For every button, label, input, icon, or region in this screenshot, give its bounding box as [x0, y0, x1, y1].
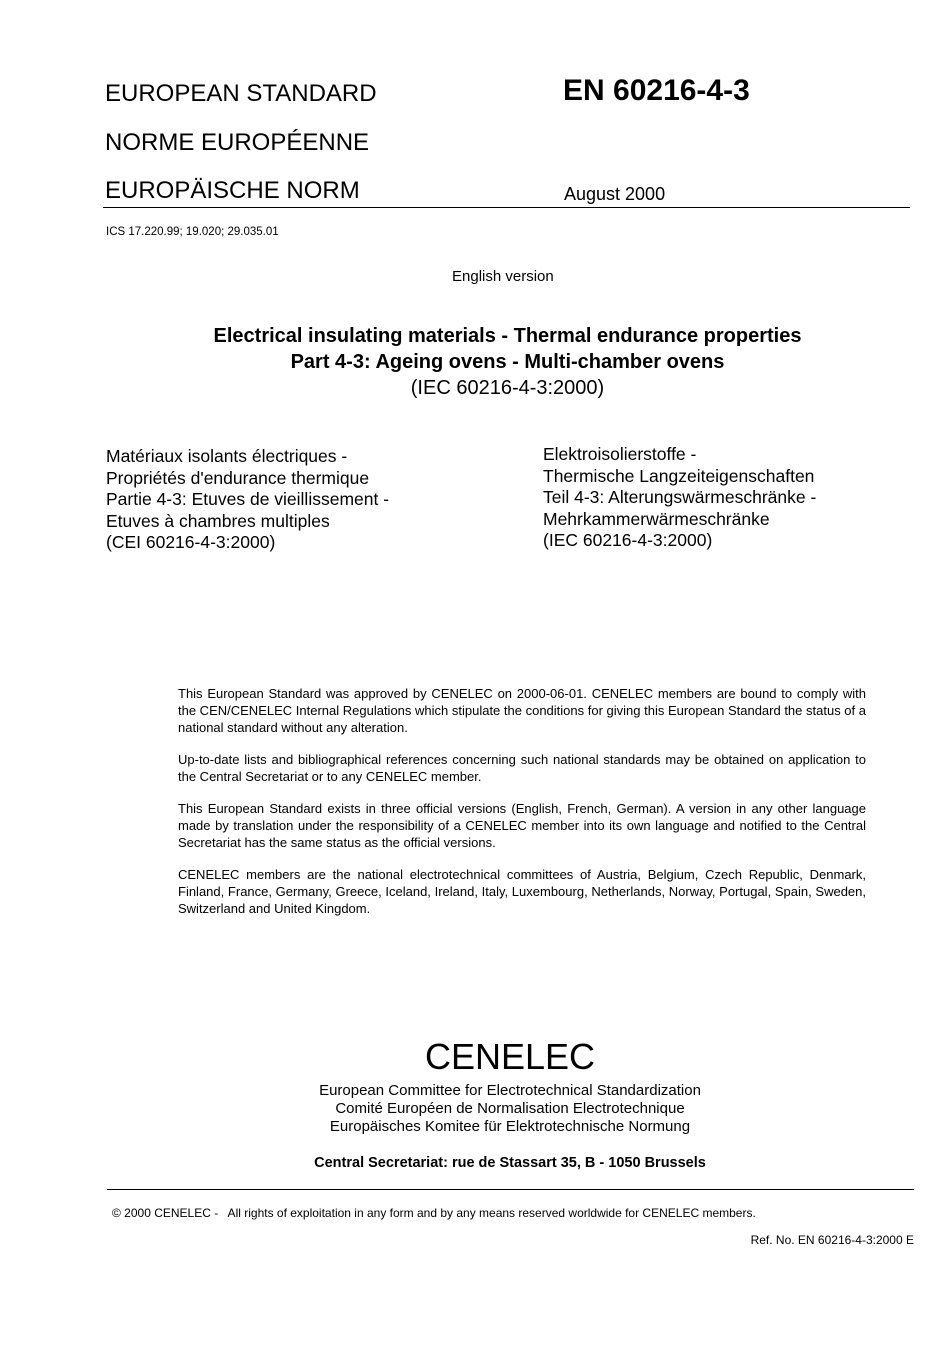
german-title-line: (IEC 60216-4-3:2000)	[543, 530, 713, 550]
versions-paragraph: This European Standard exists in three official versions (English, French, German). A version in any other language made by translation under the responsibility of a CENELEC member into its own language and notified to the Central Secretariat has the same status as the official versions.	[178, 801, 866, 850]
french-title-line: Partie 4-3: Etuves de vieillissement -	[106, 489, 390, 509]
approval-paragraph: This European Standard was approved by CENELEC on 2000-06-01. CENELEC members are bound to comply with the CEN/CENELEC Internal Regulations which stipulate the conditions for giving this European Standard the status of a national standard without any alteration.	[178, 686, 866, 735]
main-title	[100, 323, 915, 401]
secretariat-address: Central Secretariat: rue de Stassart 35, B - 1050 Brussels	[314, 1155, 706, 1171]
french-title-block	[106, 446, 389, 554]
organization-full-names	[260, 1082, 760, 1136]
main-title-line-1: Electrical insulating materials - Thermal endurance properties	[213, 325, 802, 347]
organization-name-en: European Committee for Electrotechnical Standardization	[319, 1082, 701, 1099]
members-paragraph: CENELEC members are the national electrotechnical committees of Austria, Belgium, Czech Republic, Denmark, Finland, France, Germany, Greece, Iceland, Ireland, Italy, Luxembourg, Netherlands, Norway, Portugal, Spain, Sweden, Switzerland and United Kingdom.	[178, 867, 866, 916]
german-title-line: Thermische Langzeiteigenschaften	[543, 465, 815, 486]
organization-name-de: Europäisches Komitee für Elektrotechnische Normung	[329, 1118, 691, 1135]
reference-number: Ref. No. EN 60216-4-3:2000 E	[750, 1233, 914, 1247]
publication-date: August 2000	[564, 184, 666, 204]
german-title-block	[543, 444, 816, 552]
french-title-line: (CEI 60216-4-3:2000)	[106, 532, 276, 552]
main-title-line-2: Part 4-3: Ageing ovens - Multi-chamber ovens	[290, 351, 725, 373]
footer-divider	[107, 1189, 914, 1190]
german-title-line: Mehrkammerwärmeschränke	[543, 508, 770, 529]
french-title-line: Etuves à chambres multiples	[106, 510, 330, 531]
german-title-line: Teil 4-3: Alterungswärmeschränke -	[543, 487, 817, 507]
title-french: NORME EUROPÉENNE	[105, 129, 370, 156]
title-german: EUROPÄISCHE NORM	[105, 177, 360, 204]
organization-name: CENELEC	[424, 1036, 596, 1077]
references-paragraph: Up-to-date lists and bibliographical references concerning such national standards may be obtained on application to the Central Secretariat or to any CENELEC member.	[178, 752, 866, 784]
standard-number: EN 60216-4-3	[563, 74, 750, 107]
header-divider	[103, 207, 910, 208]
organization-name-fr: Comité Européen de Normalisation Electrotechnique	[335, 1100, 685, 1117]
title-english: EUROPEAN STANDARD	[105, 80, 377, 107]
ics-codes: ICS 17.220.99; 19.020; 29.035.01	[106, 226, 279, 238]
main-title-line-3: (IEC 60216-4-3:2000)	[410, 377, 605, 399]
german-title-line: Elektroisolierstoffe -	[543, 444, 697, 464]
version-label: English version	[452, 268, 554, 285]
french-title-line: Propriétés d'endurance thermique	[106, 467, 370, 488]
copyright-notice: © 2000 CENELEC - All rights of exploitation in any form and by any means reserved worldwide for CENELEC members.	[112, 1206, 756, 1220]
french-title-line: Matériaux isolants électriques -	[106, 446, 348, 466]
